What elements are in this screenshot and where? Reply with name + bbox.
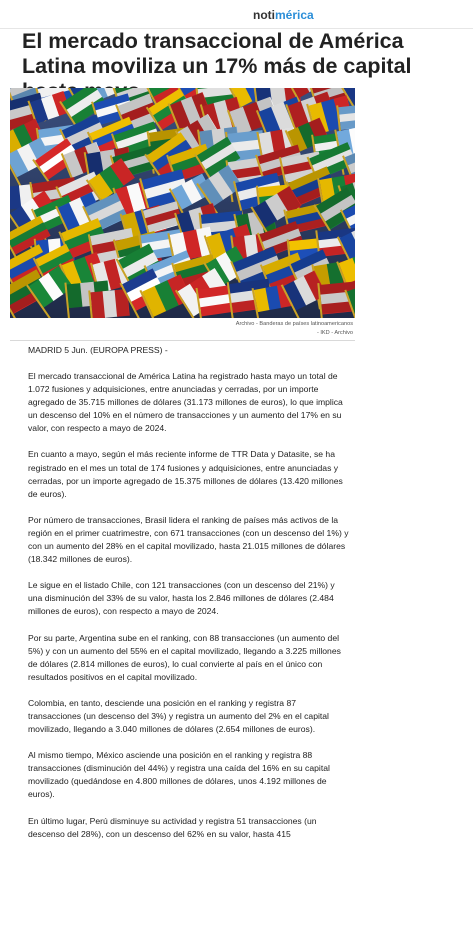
paragraph: En último lugar, Perú disminuye su actividad y registra 51 transacciones (un descenso del 28%), con un descenso del 62% en su valor, hasta 415	[28, 815, 317, 839]
divider	[10, 340, 355, 341]
paragraph: Por número de transacciones, Brasil lidera el ranking de países más activos de la región en el primer cuatrimestre, con 671 transacciones (con un descenso del 1%) y con un aumento del 28% en el capital movilizado, hasta 21.015 millones de dólares (18.342 millones de euros).	[28, 514, 349, 565]
paragraph: Por su parte, Argentina sube en el ranking, con 88 transacciones (un aumento del 5%) y con un aumento del 55% en el capital movilizado, llegando a 3.225 millones de dólares (2.814 millones de euros), lo cual convierte al país en el único con resultados positivos en el capital movilizado.	[28, 632, 341, 682]
article-body	[28, 370, 350, 854]
flags-illustration	[10, 88, 355, 318]
logo-part-merica: mérica	[275, 8, 314, 22]
article-image-flags	[10, 88, 355, 318]
paragraph: Al mismo tiempo, México asciende una posición en el ranking y registra 88 transacciones (disminución del 44%) y registra una caída del 16% en su capital movilizado (quedándose en 4.800 millones de dólares, unos 4.192 millones de euros).	[28, 750, 330, 800]
paragraph: Colombia, en tanto, desciende una posición en el ranking y registra 87 transacciones (un descenso del 3%) y registra un aumento del 2% en el capital movilizado, llegando a 3.040 millones de dólares (2.654 millones de euros).	[28, 697, 329, 735]
image-caption	[10, 320, 353, 338]
image-caption-text: Archivo - Banderas de países latinoamericanos	[235, 321, 353, 327]
site-header	[0, 0, 473, 29]
image-credit: - IKD - Archivo	[316, 330, 353, 336]
site-logo[interactable]	[253, 8, 314, 22]
logo-part-noti: noti	[253, 8, 275, 22]
paragraph: El mercado transaccional de América Latina ha registrado hasta mayo un total de 1.072 fusiones y adquisiciones, entre anunciadas y cerradas, por un importe agregado de 35.715 millones de dólares (31.173 millones de euros), lo que implica un descenso del 10% en el número de transacciones y un aumento del 17% en su valor, con respecto a mayo de 2024.	[28, 371, 343, 434]
article-headline: El mercado transaccional de América Latina moviliza un 17% más de capital	[22, 29, 412, 78]
paragraph: En cuanto a mayo, según el más reciente informe de TTR Data y Datasite, se ha registrado en el mes un total de 174 fusiones y adquisiciones, entre anunciadas y cerradas, por un importe agregado de 15.375 millones de dólares (13.420 millones de euros).	[28, 449, 343, 499]
article-dateline: MADRID 5 Jun. (EUROPA PRESS) -	[28, 345, 168, 355]
paragraph: Le sigue en el listado Chile, con 121 transacciones (con un descenso del 21%) y una disminución del 33% de su valor, hasta los 2.846 millones de dólares (2.484 millones de euros), con respecto a mayo de 2024.	[28, 580, 335, 617]
